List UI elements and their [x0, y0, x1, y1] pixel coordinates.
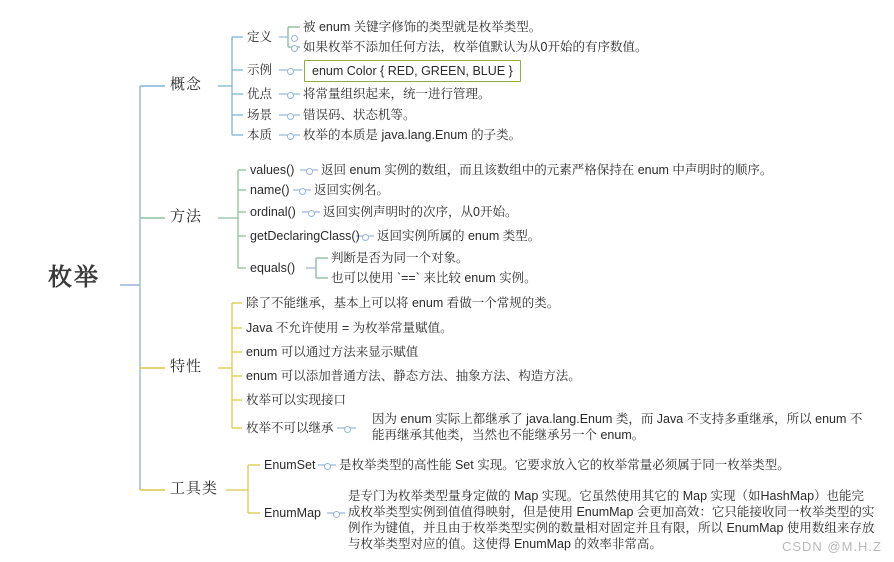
connector-dot: [291, 35, 298, 42]
branch-node-tools[interactable]: 工具类: [170, 480, 219, 497]
root-node[interactable]: 枚举: [48, 264, 100, 291]
branch-node-concept[interactable]: 概念: [170, 76, 203, 93]
connector-dot: [362, 234, 369, 241]
note-equals-2: 也可以使用 `==` 来比较 enum 实例。: [331, 271, 537, 285]
note-definition-2: 如果枚举不添加任何方法，枚举值默认为从0开始的有序数值。: [303, 40, 648, 54]
connector-dot: [306, 168, 313, 175]
connector-dot: [287, 113, 294, 120]
connector-dot: [287, 133, 294, 140]
note-values: 返回 enum 实例的数组，而且该数组中的元素严格保持在 enum 中声明时的顺序。: [321, 163, 773, 177]
leaf-method-ordinal[interactable]: ordinal(): [250, 205, 296, 219]
leaf-concept-scenario[interactable]: 场景: [247, 108, 273, 122]
note-feature-inherit: 因为 enum 实际上都继承了 java.lang.Enum 类，而 Java 不支持多重继承，所以 enum 不能再继承其他类，当然也不能继承另一个 enum。: [372, 412, 863, 442]
note-ordinal: 返回实例声明时的次序，从0开始。: [323, 205, 518, 219]
leaf-method-values[interactable]: values(): [250, 163, 295, 177]
leaf-concept-advantage[interactable]: 优点: [247, 87, 273, 101]
leaf-tools-enumset[interactable]: EnumSet: [264, 458, 316, 472]
note-advantage: 将常量组织起来，统一进行管理。: [303, 87, 491, 101]
note-essence: 枚举的本质是 java.lang.Enum 的子类。: [303, 128, 522, 142]
note-example-code: enum Color { RED, GREEN, BLUE }: [304, 60, 521, 82]
leaf-method-name[interactable]: name(): [250, 183, 290, 197]
leaf-concept-example[interactable]: 示例: [247, 63, 273, 77]
note-enummap: 是专门为枚举类型量身定做的 Map 实现。它虽然使用其它的 Map 实现（如HashMap）也能完成枚举类型实例到值值得映射，但是使用 EnumMap 会更加高效：它只能接收同一枚举类型的实例作为键值，并且由于枚举类型实例的数量相对固定并且有限，所以 EnumMap 使用数组来存放与枚举类型对应的值。这使得 EnumMap 的效率非常高。: [348, 489, 875, 551]
connector-dot: [299, 188, 306, 195]
leaf-feature-2[interactable]: Java 不允许使用 = 为枚举常量赋值。: [246, 321, 453, 335]
note-equals-1: 判断是否为同一个对象。: [331, 251, 469, 265]
watermark: CSDN @M.H.Z: [781, 539, 882, 554]
note-enumset: 是枚举类型的高性能 Set 实现。它要求放入它的枚举常量必须属于同一枚举类型。: [339, 458, 790, 472]
note-getdeclaringclass: 返回实例所属的 enum 类型。: [377, 229, 541, 243]
leaf-feature-3[interactable]: enum 可以通过方法来显示赋值: [246, 345, 419, 359]
leaf-method-equals[interactable]: equals(): [250, 261, 296, 275]
connector-dot: [287, 92, 294, 99]
connector-dot: [291, 45, 298, 52]
connector-dot: [287, 68, 294, 75]
branch-node-method[interactable]: 方法: [170, 208, 203, 225]
connector-dot: [333, 511, 340, 518]
leaf-concept-essence[interactable]: 本质: [247, 128, 273, 142]
connector-dot: [344, 426, 351, 433]
leaf-feature-5[interactable]: 枚举可以实现接口: [246, 393, 347, 407]
connector-dot: [308, 210, 315, 217]
leaf-feature-1[interactable]: 除了不能继承，基本上可以将 enum 看做一个常规的类。: [246, 296, 560, 310]
connector-dot: [324, 463, 331, 470]
note-definition-1: 被 enum 关键字修饰的类型就是枚举类型。: [303, 20, 542, 34]
note-scenario: 错误码、状态机等。: [303, 108, 416, 122]
leaf-method-getdeclaringclass[interactable]: getDeclaringClass(): [250, 229, 360, 243]
leaf-feature-6[interactable]: 枚举不可以继承: [246, 421, 334, 435]
leaf-concept-definition[interactable]: 定义: [247, 30, 273, 44]
note-name: 返回实例名。: [314, 183, 390, 197]
branch-node-feature[interactable]: 特性: [170, 358, 203, 375]
leaf-tools-enummap[interactable]: EnumMap: [264, 506, 321, 520]
leaf-feature-4[interactable]: enum 可以添加普通方法、静态方法、抽象方法、构造方法。: [246, 369, 581, 383]
